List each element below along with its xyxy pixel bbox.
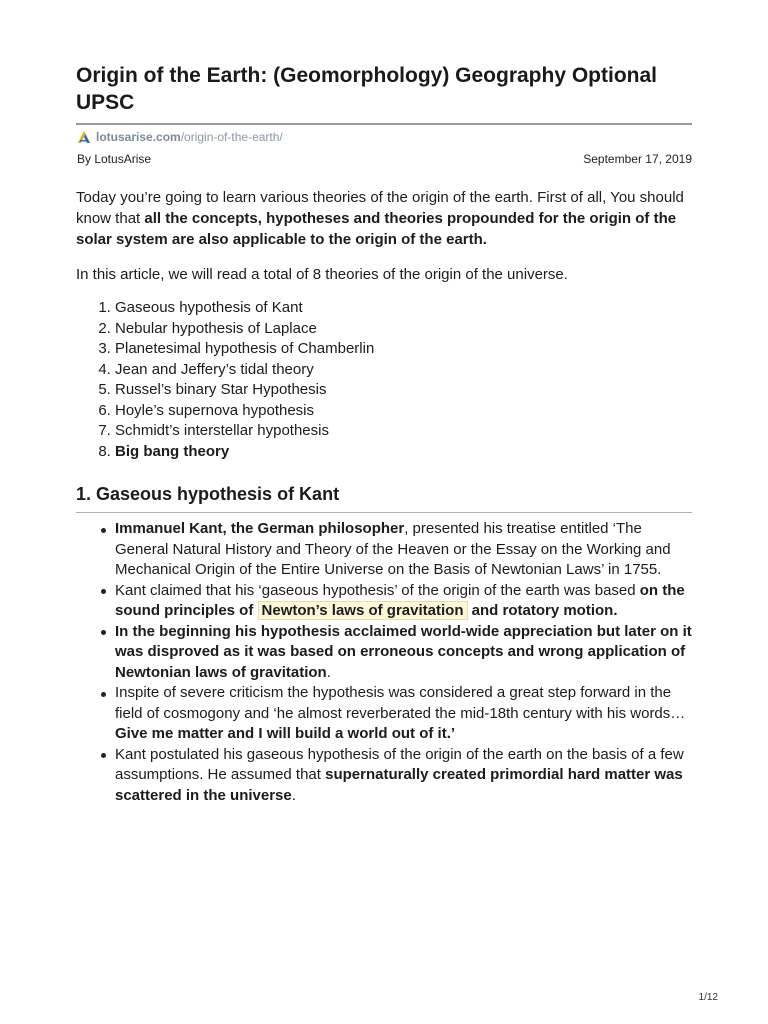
bullet-bold: Give me matter and I will build a world out of it.’ (115, 725, 456, 742)
list-item: 4. Jean and Jeffery’s tidal theory (115, 360, 692, 381)
bullet-text: . (291, 786, 296, 804)
bullet-bold: supernaturally created primordial hard matter was scattered in the universe (115, 766, 683, 804)
section-bullets (76, 519, 692, 806)
bullet-text: . (326, 663, 331, 681)
bullet-bold: In the beginning his hypothesis acclaimed world-wide appreciation but later on it was disproved as it was based on erroneous concepts and wrong application of Newtonian laws of gravitation (115, 622, 692, 681)
title-divider (76, 123, 692, 125)
lotusarise-logo-icon (76, 129, 92, 145)
list-item-bold: Big bang theory (115, 442, 230, 460)
source-domain[interactable]: lotusarise.com (96, 130, 181, 144)
list-item: 1. Gaseous hypothesis of Kant (115, 298, 692, 319)
publish-date: September 17, 2019 (583, 152, 692, 166)
article-meta (76, 152, 692, 166)
article-note: In this article, we will read a total of 8 theories of the origin of the universe. (76, 266, 568, 283)
bullet-item (115, 519, 692, 581)
theory-list (76, 298, 692, 462)
intro-bold: all the concepts, hypotheses and theories propounded for the origin of the solar system are also applicable to the origin of the earth. (76, 210, 677, 248)
intro-text: Today you’re going to learn various theories of the origin of the earth. First of all, You should know that (76, 189, 684, 227)
list-item: 3. Planetesimal hypothesis of Chamberlin (115, 339, 692, 360)
bullet-text: , presented his treatise entitled ‘The General Natural History and Theory of the Heaven or the Essay on the Working and Mechanical Origin of the Entire Universe on the Basis of Newtonian Laws’ in 1755. (115, 520, 671, 578)
bullet-item (115, 622, 692, 684)
author: By LotusArise (77, 152, 152, 166)
newton-laws-link[interactable]: Newton’s laws of gravitation (258, 601, 468, 620)
section-heading: 1. Gaseous hypothesis of Kant (76, 484, 340, 504)
bullet-bold: on the sound principles of (115, 581, 685, 619)
source-path[interactable]: /origin-of-the-earth/ (180, 130, 283, 144)
bullet-text: Inspite of severe criticism the hypothesis was considered a great step forward in the field of cosmogony and ‘he almost reverberated the mid-18th century with his words… (115, 684, 686, 722)
bullet-item (115, 683, 692, 745)
list-item: 5. Russel’s binary Star Hypothesis (115, 380, 692, 401)
section-divider (76, 512, 692, 513)
list-item: 2. Nebular hypothesis of Laplace (115, 319, 692, 340)
page-title: Origin of the Earth: (Geomorphology) Geography Optional UPSC (76, 64, 657, 114)
bullet-item (115, 581, 692, 622)
bullet-bold: Immanuel Kant, the German philosopher (115, 520, 405, 537)
bullet-bold: and rotatory motion. (467, 602, 618, 619)
list-item (115, 442, 692, 463)
list-item: 6. Hoyle’s supernova hypothesis (115, 401, 692, 422)
bullet-text: Kant postulated his gaseous hypothesis of the origin of the earth on the basis of a few assumptions. He assumed that (115, 745, 684, 783)
page-number: 1/12 (698, 992, 718, 1003)
intro-paragraph (76, 187, 692, 250)
list-item: 7. Schmidt’s interstellar hypothesis (115, 421, 692, 442)
source-url[interactable] (76, 128, 692, 146)
bullet-item (115, 745, 692, 807)
document-page (76, 62, 692, 806)
bullet-text: Kant claimed that his ‘gaseous hypothesis’ of the origin of the earth was based (115, 581, 640, 599)
